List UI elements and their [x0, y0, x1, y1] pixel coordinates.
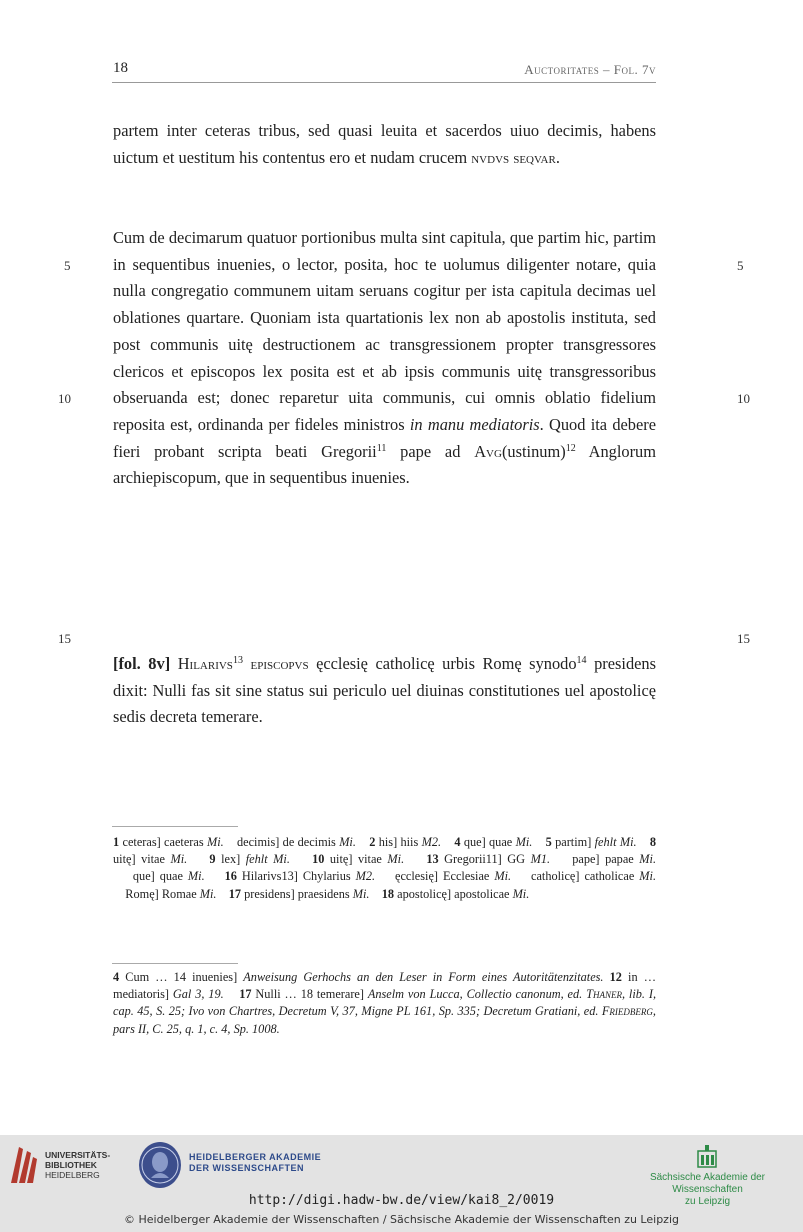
hadw-seal-icon	[139, 1142, 181, 1188]
line-number-right-10: 10	[737, 391, 750, 406]
saw-name: Sächsische Akademie der Wissenschaften zu Leipzig	[649, 1172, 766, 1207]
line-number-left-5: 5	[64, 258, 71, 273]
line-number-left-10: 10	[58, 391, 71, 406]
source-url-link[interactable]: http://digi.hadw-bw.de/view/kai8_2/0019	[248, 1193, 555, 1208]
page-number: 18	[113, 60, 128, 76]
line-number-left-15: 15	[58, 631, 71, 646]
running-title: Auctoritates – Fol. 7v	[524, 62, 656, 77]
paragraph-3: [fol. 8v] Hilarivs$^{13}$ episcopvs ęcclesię catholicę urbis Romę synodo$^{14}$ presidens dixit: Nulli fas sit sine status sui periculo uel diuinas constitutiones uel apostolicę sedis decreta temerare.	[113, 654, 656, 727]
sources-rule	[112, 963, 238, 964]
header-rule	[112, 82, 656, 83]
ub-heidelberg-name: UNIVERSITÄTS- BIBLIOTHEK HEIDELBERG	[45, 1150, 111, 1180]
ub-heidelberg-logo-icon	[9, 1143, 39, 1185]
critical-apparatus: 1 ceteras] caeteras Mi. decimis] de decimis Mi. 2 his] hiis M2. 4 que] quae Mi. 5 partim] fehlt Mi. 8 uitę] vitae Mi. 9 lex] fehlt Mi. 10 uitę] vitae Mi. 13 Gregorii11] GG M1. pape] papae Mi. que] quae Mi. 16 Hilarivs13] Chylarius M2. ęcclesię] Ecclesiae Mi. catholicę] catholicae Mi. Romę] Romae Mi. 17 presidens] praesidens Mi. 18 apostolicę] apostolicae Mi.	[113, 835, 657, 901]
paragraph-1: partem inter ceteras tribus, sed quasi leuita et sacerdos uiuo decimis, habens uictum et uestitum his contentus ero et nudam crucem nvdvs seqvar.	[113, 121, 656, 167]
line-number-right-5: 5	[737, 258, 744, 273]
paragraph-2: Cum de decimarum quatuor portionibus multa sint capitula, que partim hic, partim in sequentibus inuenies, o lector, posita, hoc te uolumus diligenter notare, quia nulla congregatio communem uitam seruans cogitur per ista capitula decimas uel oblationes quartare. Quoniam ista quartationis lex non ab apostolis instituta, sed post communis uitę destructionem ac transgressionem propter transgressores clericos et episcopos lex posita est et ab ipsis communis uitę transgressoribus obseruanda est; donec reparetur uita communis, cui omnis oblatio fidelium reposita est, ordinanda per fideles ministros in manu mediatoris. Quod ita debere fieri probant scripta beati Gregorii$^{11}$ pape ad Avg(ustinum)$^{12}$ Anglorum archiepiscopum, que in sequentibus inuenies.	[113, 228, 657, 488]
source-apparatus: 4 Cum … 14 inuenies] Anweisung Gerhochs an den Leser in Form eines Autoritätenzitates. 12 in … mediatoris] Gal 3, 19. 17 Nulli … 18 temerare] Anselm von Lucca, Collectio canonum, ed. Thaner, lib. I, cap. 45, S. 25; Ivo von Chartres, Decretum V, 37, Migne PL 161, Sp. 335; Decretum Gratiani, ed. Friedberg, pars II, C. 25, q. 1, c. 4, Sp. 1008.	[113, 970, 657, 1036]
saw-building-icon	[696, 1143, 718, 1169]
copyright-notice: © Heidelberger Akademie der Wissenschaften / Sächsische Akademie der Wissenschaften zu Leipzig	[123, 1213, 679, 1226]
apparatus-rule	[112, 826, 238, 827]
line-number-right-15: 15	[737, 631, 750, 646]
hadw-name: HEIDELBERGER AKADEMIE DER WISSENSCHAFTEN	[189, 1152, 322, 1173]
